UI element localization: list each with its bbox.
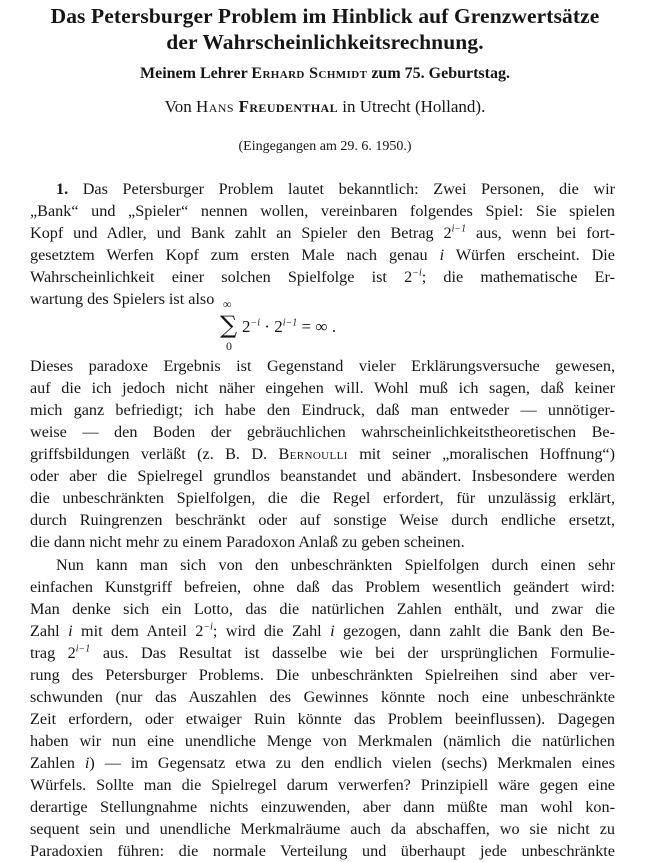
p3-line-6: rung des Petersburger Problems. Die unbeschränkten Spielreihen sind aber ver- xyxy=(30,666,615,684)
sum-lower-limit: 0 xyxy=(226,339,232,353)
p3-line-8: Zeit erfordern, oder etwaiger Ruin könnte das Problem beeinflussen). Dagegen xyxy=(30,710,615,728)
author-line: Von Hans Freudenthal in Utrecht (Holland). xyxy=(164,97,486,116)
p3-line-12: derartige Stellungnahme nichts einzuwenden, aber dann müßte man wohl kon- xyxy=(30,798,615,816)
p1-line-3: Kopf und Adler, und Bank zahlt an Spieler den Betrag $2^{i-1}$ aus, wenn bei fort- xyxy=(30,223,615,242)
received-date: (Eingegangen am 29. 6. 1950.) xyxy=(238,139,412,154)
p2-line-6: oder aber die Spielregel grundlos beanstandet und abändert. Insbesondere werden xyxy=(30,467,615,485)
p2-line-7: die unbeschränkten Spielfolgen, die die Regel erfordert, für unzulässig erklärt, xyxy=(30,489,615,507)
p2-line-4: weise — den Boden der gebräuchlichen wahrscheinlichkeitstheoretischen Be- xyxy=(30,423,615,441)
p3-line-4: Zahl i mit dem Anteil $2^{-i}$; wird die Zahl i gezogen, dann zahlt die Bank den Be- xyxy=(30,621,616,640)
p2-line-5: griffsbildungen verläßt (z. B. D. Bernoulli mit seiner „moralischen Hoffnung“) xyxy=(30,445,616,463)
p2-line-1: Dieses paradoxe Ergebnis ist Gegenstand vieler Erklärungsversuche gewesen, xyxy=(30,357,615,375)
p2-line-3: mich ganz befriedigt; ich habe den Eindruck, daß man entweder — unnötiger- xyxy=(30,401,615,419)
paper-title-line-1: Das Petersburger Problem im Hinblick auf Grenzwertsätze xyxy=(50,4,600,28)
p2-line-8: durch Ruingrenzen beschränkt oder auf sonstige Weise durch endliche ersetzt, xyxy=(30,511,615,529)
p2-line-2: auf die ich jedoch nicht näher eingehen will. Wohl muß ich sagen, daß keiner xyxy=(30,379,615,397)
p3-line-13: sequent sein und unendliche Merkmalräume auch da abschaffen, wo sie nicht zu xyxy=(30,820,615,838)
formula-body: $2^{-i} \cdot 2^{i-1}$ = ∞ . xyxy=(242,317,336,336)
p1-line-5: Wahrscheinlichkeit einer solchen Spielfolge ist $2^{-i}$; die mathematische Er- xyxy=(30,267,615,286)
p3-line-9: haben wir nun eine unendliche Menge von Merkmalen (nämlich die natürlichen xyxy=(30,732,615,750)
p2-line-9: die dann nicht mehr zu einem Paradoxon Anlaß zu geben scheinen. xyxy=(30,533,465,551)
display-formula xyxy=(220,297,440,354)
dedication: Meinem Lehrer Erhard Schmidt zum 75. Geburtstag. xyxy=(140,65,510,82)
p3-line-5: trag $2^{i-1}$ aus. Das Resultat ist dasselbe wie bei der ursprünglichen Formulie- xyxy=(30,643,616,662)
sum-upper-limit: ∞ xyxy=(223,297,232,311)
section-number: 1. xyxy=(56,180,69,198)
p3-line-7: schwunden (nur das Auszahlen des Gewinnes könnte noch eine unbeschränkte xyxy=(30,688,615,706)
p3-line-11: Würfels. Sollte man die Spielregel darum verwerfen? Prinzipiell wäre gegen eine xyxy=(30,776,615,794)
p1-line-2: „Bank“ und „Spieler“ nennen wollen, vereinbaren folgendes Spiel: Sie spielen xyxy=(30,202,615,220)
p3-line-3: Man denke sich ein Lotto, das die natürlichen Zahlen enthält, und zwar die xyxy=(30,600,615,618)
p1-line-4: gesetztem Werfen Kopf zum ersten Male nach genau i Würfen erscheint. Die xyxy=(30,246,615,264)
author-name: Hans Freudenthal xyxy=(196,97,339,116)
p3-line-2: einfachen Kunstgriff befreien, ohne daß das Problem wesentlich geändert wird: xyxy=(30,578,615,596)
p1-line-1: 1. Das Petersburger Problem lautet bekanntlich: Zwei Personen, die wir xyxy=(56,180,615,198)
p3-line-14: Paradoxien führen: die normale Verteilung und überhaupt jede unbeschränkte xyxy=(30,842,615,860)
p1-line-6: wartung des Spielers ist also xyxy=(30,290,215,308)
bernoulli-name: Bernoulli xyxy=(278,445,348,463)
paper-title-line-2: der Wahrscheinlichkeitsrechnung. xyxy=(166,30,484,54)
sum-sign: ∑ xyxy=(220,311,238,339)
p3-line-1: Nun kann man sich von den unbeschränkten Spielfolgen durch einen sehr xyxy=(56,556,615,574)
p3-line-10: Zahlen i) — im Gegensatz etwa zu den endlich vielen (sechs) Merkmalen eines xyxy=(30,754,615,772)
dedication-name: Erhard Schmidt xyxy=(251,65,368,82)
